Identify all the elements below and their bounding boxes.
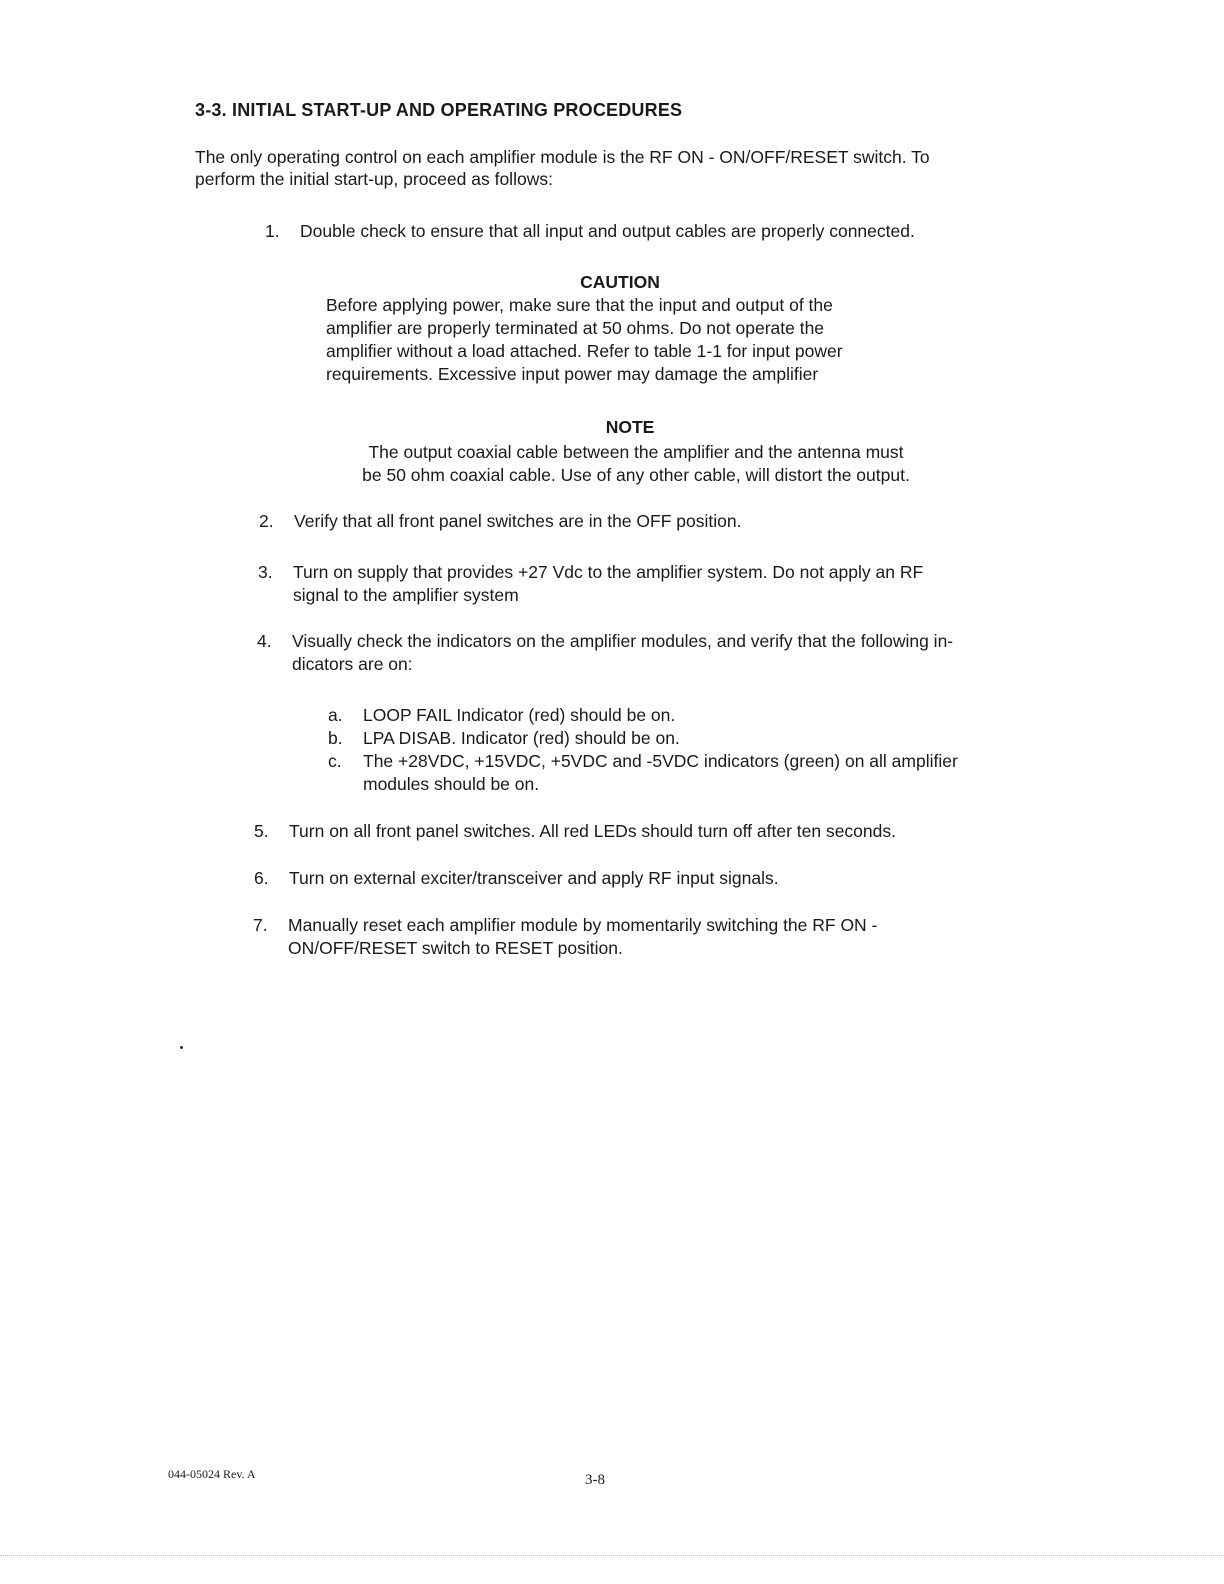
step-line: ON/OFF/RESET switch to RESET position.: [288, 938, 623, 958]
step-number: 5.: [254, 821, 269, 841]
caution-line: amplifier without a load attached. Refer to table 1-1 for input power: [326, 341, 843, 361]
step-line: Manually reset each amplifier module by momentarily switching the RF ON -: [288, 915, 878, 935]
caution-text: [326, 294, 946, 386]
intro-paragraph: [195, 146, 1035, 190]
scan-edge-noise: [0, 1555, 1224, 1566]
caution-line: amplifier are properly terminated at 50 ohms. Do not operate the: [326, 318, 825, 338]
note-text: [306, 441, 966, 487]
substep-letter: c.: [328, 751, 342, 771]
step-text: [292, 630, 953, 676]
caution-line: Before applying power, make sure that the input and output of the: [326, 295, 833, 315]
step-text: Double check to ensure that all input and output cables are properly connected.: [300, 221, 915, 241]
step-text: [293, 561, 923, 607]
step-line: signal to the amplifier system: [293, 585, 519, 605]
intro-line: The only operating control on each amplifier module is the RF ON - ON/OFF/RESET switch. To: [195, 147, 930, 167]
substep-line: modules should be on.: [363, 774, 540, 794]
step-number: 3.: [258, 562, 273, 582]
step-text: Verify that all front panel switches are in the OFF position.: [294, 511, 742, 531]
step-line: dicators are on:: [292, 654, 413, 674]
substep-text: LPA DISAB. Indicator (red) should be on.: [363, 728, 680, 748]
substep-line: The +28VDC, +15VDC, +5VDC and -5VDC indicators (green) on all amplifier: [363, 751, 958, 771]
scan-speck: [180, 1046, 183, 1049]
section-heading: 3-3. INITIAL START-UP AND OPERATING PROCEDURES: [195, 100, 683, 120]
note-line: be 50 ohm coaxial cable. Use of any other cable, will distort the output.: [362, 465, 910, 485]
note-title: NOTE: [605, 417, 655, 437]
page-number: 3-8: [585, 1472, 605, 1488]
substep-text: LOOP FAIL Indicator (red) should be on.: [363, 705, 676, 725]
step-text: [288, 914, 877, 960]
document-number: 044-05024 Rev. A: [168, 1467, 256, 1481]
step-line: Turn on supply that provides +27 Vdc to the amplifier system. Do not apply an RF: [293, 562, 924, 582]
step-number: 1.: [265, 221, 280, 241]
substep-letter: a.: [328, 705, 343, 725]
step-number: 2.: [259, 511, 274, 531]
step-text: Turn on external exciter/transceiver and apply RF input signals.: [289, 868, 779, 888]
substep-text: [363, 750, 958, 796]
step-number: 4.: [257, 631, 272, 651]
step-line: Visually check the indicators on the amplifier modules, and verify that the following in-: [292, 631, 954, 651]
substep-letter: b.: [328, 728, 343, 748]
note-line: The output coaxial cable between the amplifier and the antenna must: [368, 442, 904, 462]
step-number: 6.: [254, 868, 269, 888]
caution-title: CAUTION: [580, 272, 660, 292]
intro-line: perform the initial start-up, proceed as follows:: [195, 169, 553, 189]
step-number: 7.: [253, 915, 268, 935]
step-text: Turn on all front panel switches. All red LEDs should turn off after ten seconds.: [289, 821, 896, 841]
caution-line: requirements. Excessive input power may damage the amplifier: [326, 364, 819, 384]
